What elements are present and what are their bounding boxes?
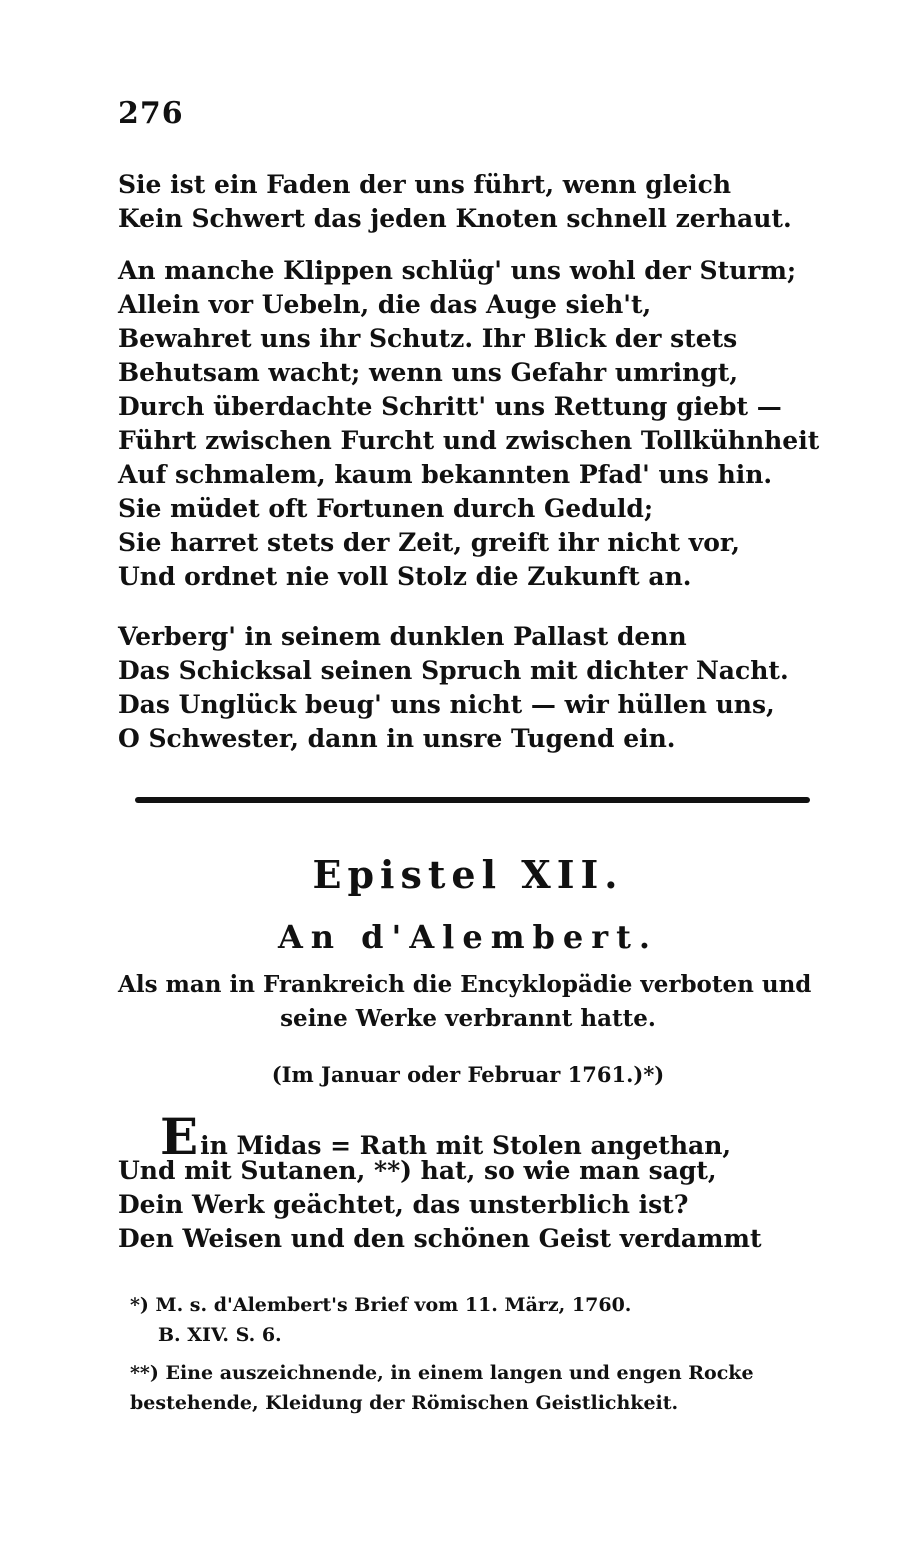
verse-line: Den Weisen und den schönen Geist verdammt — [118, 1224, 762, 1253]
occasion-line: Als man in Frankreich die Encyklopädie verboten und — [118, 971, 812, 998]
verse-line: An manche Klippen schlüg' uns wohl der Sturm; — [118, 256, 797, 285]
footnote-1: *) M. s. d'Alembert's Brief vom 11. März, 1760. — [130, 1294, 632, 1316]
verse-line: Kein Schwert das jeden Knoten schnell zerhaut. — [118, 204, 792, 233]
verse-line: Das Unglück beug' uns nicht — wir hüllen uns, — [118, 690, 775, 719]
epistle-date: (Im Januar oder Februar 1761.)*) — [271, 1062, 665, 1087]
verse-line: Allein vor Uebeln, die das Auge sieh't, — [118, 290, 652, 319]
footnote-gap — [130, 1350, 820, 1358]
footnotes — [130, 1290, 820, 1418]
stanza-2 — [118, 254, 818, 594]
verse-line — [118, 1107, 818, 1166]
verse-line: Verberg' in seinem dunklen Pallast denn — [118, 622, 687, 651]
verse-line: Das Schicksal seinen Spruch mit dichter Nacht. — [118, 656, 789, 685]
footnote-2-cont: bestehende, Kleidung der Römischen Geistlichkeit. — [130, 1392, 679, 1414]
footnote-2: **) Eine auszeichnende, in einem langen und engen Rocke — [130, 1362, 754, 1384]
verse-line: Durch überdachte Schritt' uns Rettung giebt — — [118, 392, 782, 421]
verse-line: Dein Werk geächtet, das unsterblich ist? — [118, 1190, 689, 1219]
stanza-3 — [118, 620, 818, 756]
verse-line: Bewahret uns ihr Schutz. Ihr Blick der stets — [118, 324, 738, 353]
section-divider — [135, 797, 810, 803]
epistle-title: Epistel XII. — [312, 852, 624, 897]
verse-line: Führt zwischen Furcht und zwischen Tollkühnheit — [118, 426, 820, 455]
verse-line: Auf schmalem, kaum bekannten Pfad' uns hin. — [118, 460, 773, 489]
drop-initial: E — [160, 1107, 199, 1166]
epistle-addressee: An d'Alembert. — [277, 918, 659, 956]
verse-line: Behutsam wacht; wenn uns Gefahr umringt, — [118, 358, 739, 387]
page-number: 276 — [118, 96, 184, 131]
footnote-1-cont: B. XIV. S. 6. — [158, 1324, 282, 1346]
stanza-1 — [118, 168, 818, 236]
verse-line: Und mit Sutanen, **) hat, so wie man sagt, — [118, 1156, 717, 1185]
stanza-4 — [118, 1107, 818, 1256]
epistle-occasion — [118, 968, 818, 1036]
verse-line: Sie müdet oft Fortunen durch Geduld; — [118, 494, 654, 523]
verse-line: Sie harret stets der Zeit, greift ihr nicht vor, — [118, 528, 740, 557]
first-line-text: in Midas = Rath mit Stolen angethan, — [200, 1131, 732, 1160]
verse-line: O Schwester, dann in unsre Tugend ein. — [118, 724, 676, 753]
occasion-line: seine Werke verbrannt hatte. — [280, 1005, 656, 1032]
verse-line: Und ordnet nie voll Stolz die Zukunft an. — [118, 562, 692, 591]
verse-line: Sie ist ein Faden der uns führt, wenn gleich — [118, 170, 732, 199]
